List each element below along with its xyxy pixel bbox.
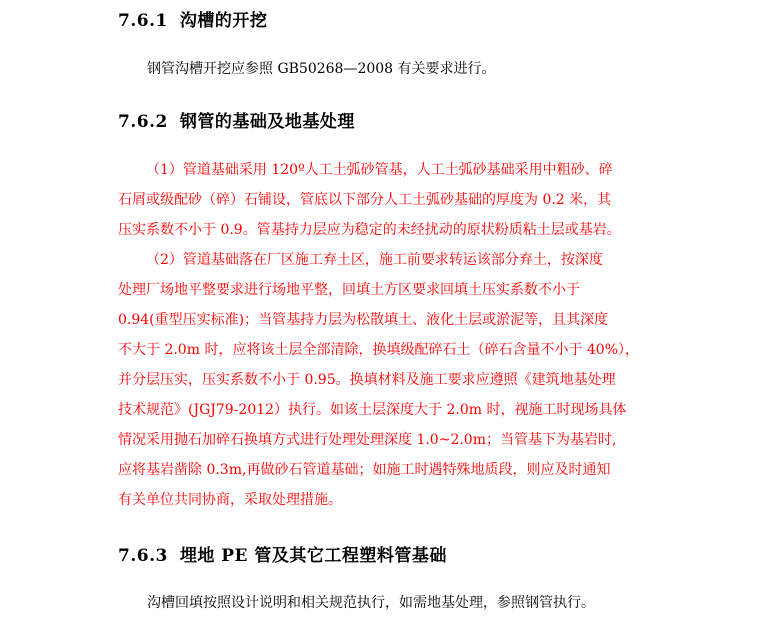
text-line: 石屑或级配砂（碎）石铺设，管底以下部分人工土弧砂基础的厚度为 0.2 米，其 xyxy=(118,192,612,208)
section-title: 沟槽的开挖 xyxy=(179,11,268,31)
text-line: 不大于 2.0m 时，应将该土层全部清除，换填级配碎石土（碎石含量不小于 40%）， xyxy=(118,342,640,358)
section-title: 钢管的基础及地基处理 xyxy=(179,112,355,132)
text-line: 压实系数不小于 0.9。管基持力层应为稳定的未经扰动的原状粉质粘土层或基岩。 xyxy=(118,222,621,238)
section-heading-7-6-1 xyxy=(118,6,267,31)
section-paragraph-7-6-1: 钢管沟槽开挖应参照 GB50268—2008 有关要求进行。 xyxy=(147,61,496,77)
section-number: 7.6.2 xyxy=(118,112,168,132)
section-heading-7-6-3 xyxy=(118,541,447,566)
text-line: 0.94(重型压实标准)；当管基持力层为松散填土、液化土层或淤泥等，且其深度 xyxy=(118,312,609,328)
text-line: 并分层压实，压实系数不小于 0.95。换填材料及施工要求应遵照《建筑地基处理 xyxy=(118,372,616,388)
text-line: 技术规范》(JGJ79-2012）执行。如该土层深度大于 2.0m 时，视施工时现场具体 xyxy=(118,402,627,418)
text-line: 应将基岩凿除 0.3m,再做砂石管道基础；如施工时遇特殊地质段，则应及时通知 xyxy=(118,462,611,478)
section-title: 埋地 PE 管及其它工程塑料管基础 xyxy=(179,546,447,566)
section-number: 7.6.3 xyxy=(118,546,168,566)
section-heading-7-6-2 xyxy=(118,107,355,132)
section-paragraph-7-6-3: 沟槽回填按照设计说明和相关规范执行，如需地基处理，参照钢管执行。 xyxy=(147,595,595,611)
text-line: 处理厂场地平整要求进行场地平整，回填土方区要求回填土压实系数不小于 xyxy=(118,282,580,298)
text-line: （2）管道基础落在厂区施工弃土区，施工前要求转运该部分弃土，按深度 xyxy=(146,252,603,268)
text-line: 情况采用抛石加碎石换填方式进行处理处理深度 1.0~2.0m；当管基下为基岩时, xyxy=(118,432,617,448)
text-line: （1）管道基础采用 120º人工土弧砂管基，人工土弧砂基础采用中粗砂、碎 xyxy=(146,162,613,178)
text-line: 有关单位共同协商，采取处理措施。 xyxy=(118,492,342,508)
highlighted-text-block xyxy=(118,160,658,520)
section-number: 7.6.1 xyxy=(118,11,168,31)
